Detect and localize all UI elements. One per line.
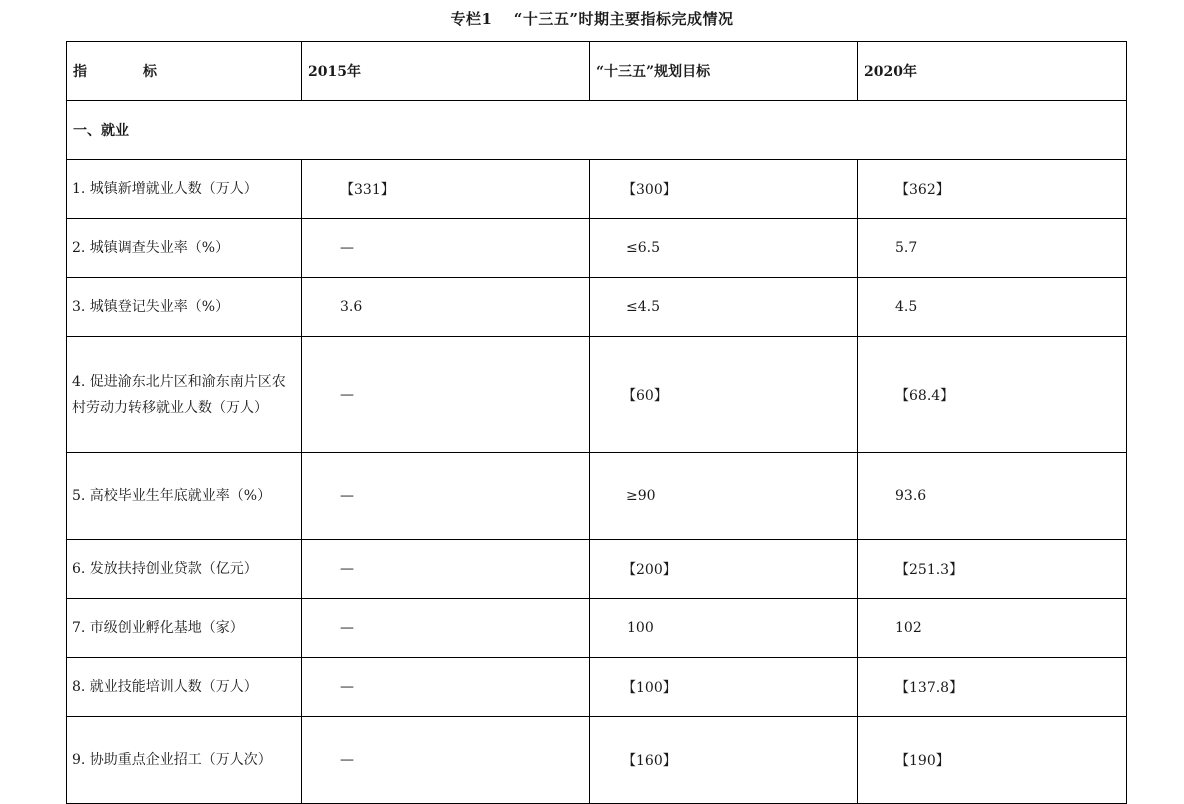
table-row	[67, 540, 1127, 599]
value-2020: 【190】	[858, 717, 1127, 804]
value-target: 【100】	[590, 658, 858, 717]
indicator-name: 2. 城镇调查失业率（%）	[67, 219, 302, 278]
table-row	[67, 160, 1127, 219]
table-row	[67, 337, 1127, 453]
value-target: 100	[590, 599, 858, 658]
section-title: 一、就业	[67, 101, 1127, 160]
value-2020: 【362】	[858, 160, 1127, 219]
indicator-name: 4. 促进渝东北片区和渝东南片区农村劳动力转移就业人数（万人）	[67, 337, 302, 453]
indicator-name: 7. 市级创业孵化基地（家）	[67, 599, 302, 658]
table-header-row	[67, 42, 1127, 101]
section-row	[67, 101, 1127, 160]
table-row	[67, 658, 1127, 717]
value-2015: —	[302, 658, 590, 717]
indicator-name: 8. 就业技能培训人数（万人）	[67, 658, 302, 717]
header-2015: 2015年	[302, 42, 590, 101]
header-2020: 2020年	[858, 42, 1127, 101]
value-2015: —	[302, 453, 590, 540]
indicator-name: 6. 发放扶持创业贷款（亿元）	[67, 540, 302, 599]
value-2015: —	[302, 717, 590, 804]
value-2015: —	[302, 337, 590, 453]
table-row	[67, 453, 1127, 540]
value-2015: 3.6	[302, 278, 590, 337]
value-target: ≥90	[590, 453, 858, 540]
value-target: 【300】	[590, 160, 858, 219]
header-indicator: 指 标	[67, 42, 302, 101]
indicator-table	[66, 41, 1127, 804]
value-2020: 93.6	[858, 453, 1127, 540]
value-2020: 【68.4】	[858, 337, 1127, 453]
value-target: 【200】	[590, 540, 858, 599]
value-2015: —	[302, 540, 590, 599]
table-row	[67, 717, 1127, 804]
value-2020: 5.7	[858, 219, 1127, 278]
value-target: ≤4.5	[590, 278, 858, 337]
value-target: ≤6.5	[590, 219, 858, 278]
indicator-name: 1. 城镇新增就业人数（万人）	[67, 160, 302, 219]
table-row	[67, 219, 1127, 278]
table-caption: 专栏1 “十三五”时期主要指标完成情况	[450, 10, 734, 28]
value-2020: 【137.8】	[858, 658, 1127, 717]
indicator-name: 5. 高校毕业生年底就业率（%）	[67, 453, 302, 540]
indicator-name: 3. 城镇登记失业率（%）	[67, 278, 302, 337]
table-row	[67, 599, 1127, 658]
value-2020: 4.5	[858, 278, 1127, 337]
value-2020: 【251.3】	[858, 540, 1127, 599]
value-target: 【60】	[590, 337, 858, 453]
value-2015: 【331】	[302, 160, 590, 219]
header-target: “十三五”规划目标	[590, 42, 858, 101]
indicator-name: 9. 协助重点企业招工（万人次）	[67, 717, 302, 804]
table-row	[67, 278, 1127, 337]
value-target: 【160】	[590, 717, 858, 804]
value-2020: 102	[858, 599, 1127, 658]
value-2015: —	[302, 599, 590, 658]
value-2015: —	[302, 219, 590, 278]
